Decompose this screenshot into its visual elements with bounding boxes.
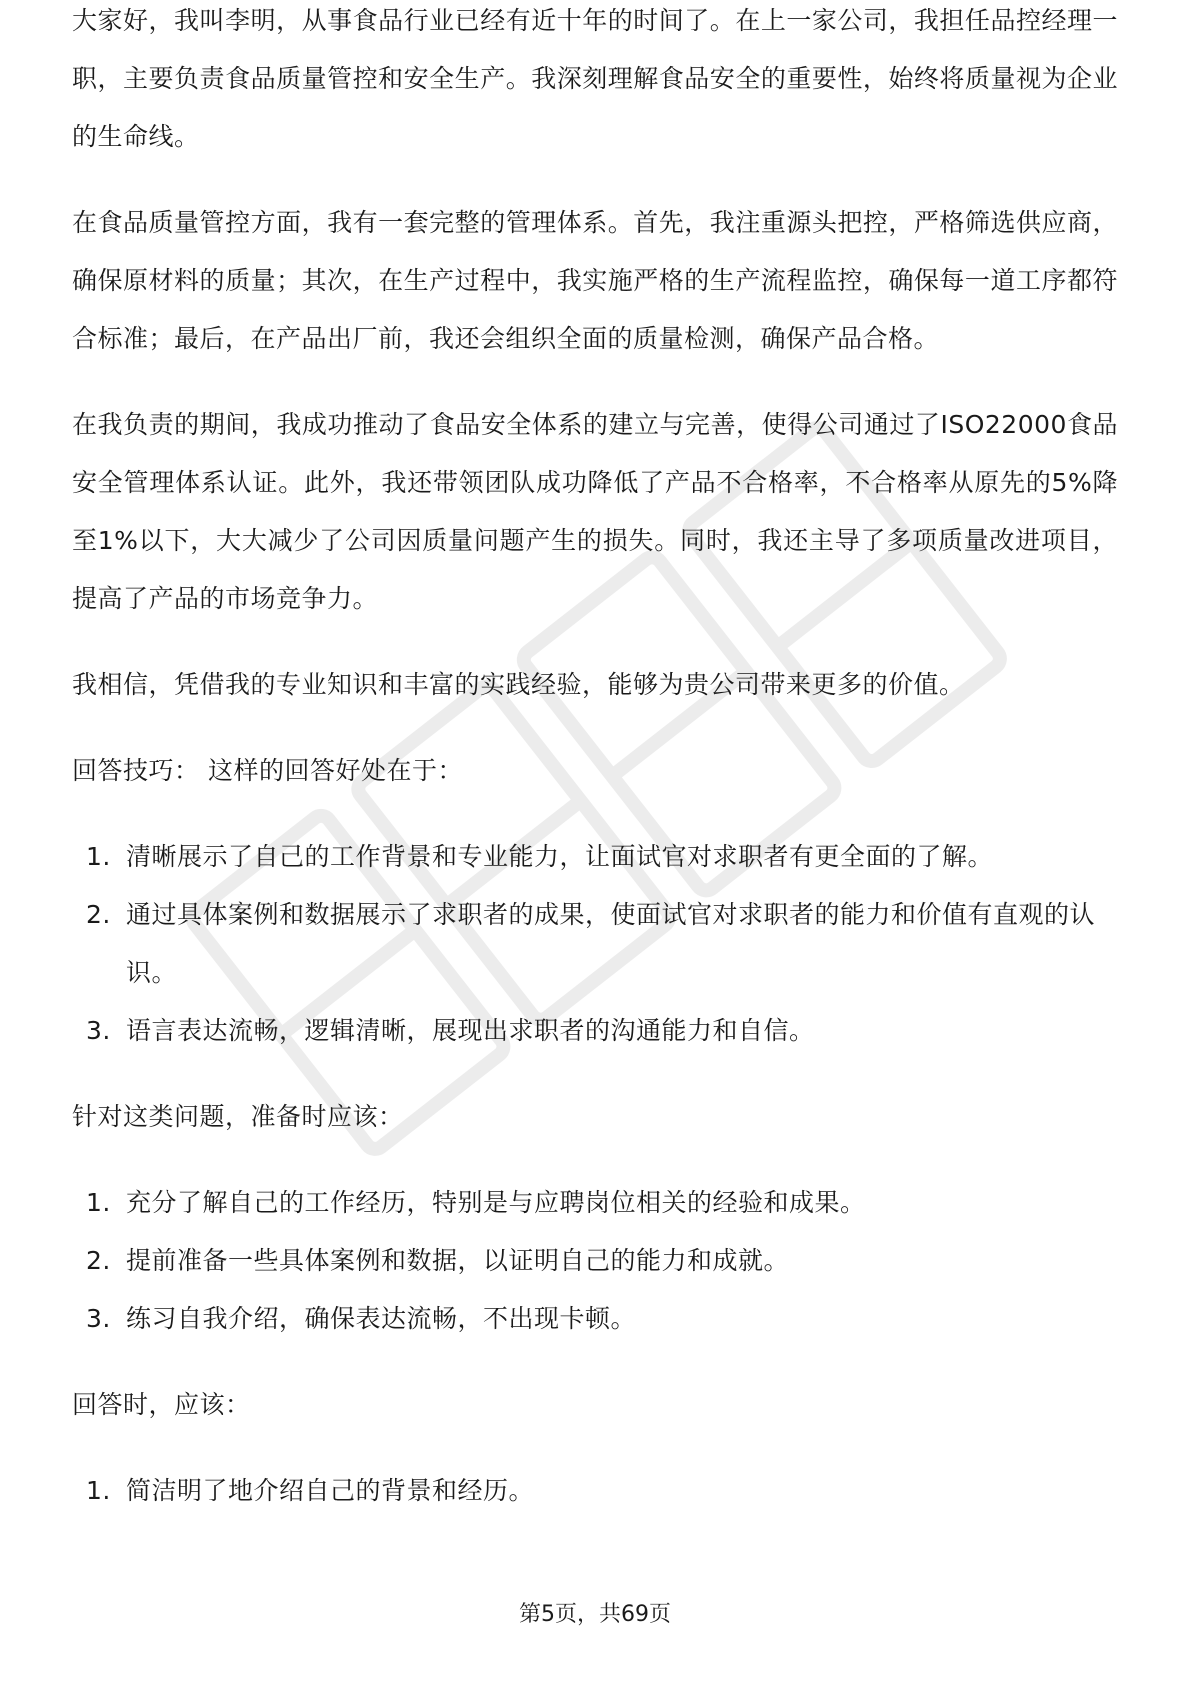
list-item (72, 1174, 1118, 1232)
list-text: 练习自我介绍，确保表达流畅，不出现卡顿。 (126, 1304, 637, 1333)
list-item (72, 886, 1118, 1002)
list-item (72, 828, 1118, 886)
list-number: 3. (86, 1304, 111, 1333)
list-text: 通过具体案例和数据展示了求职者的成果，使面试官对求职者的能力和价值有直观的认识。 (126, 900, 1096, 987)
list-text: 充分了解自己的工作经历，特别是与应聘岗位相关的经验和成果。 (126, 1188, 866, 1217)
list-number: 2. (86, 1246, 111, 1275)
main-content (72, 6, 1118, 1548)
list-number: 1. (86, 1188, 111, 1217)
page-footer: 第5页，共69页 (519, 1602, 671, 1627)
list-text: 简洁明了地介绍自己的背景和经历。 (126, 1476, 535, 1505)
list-item (72, 1462, 1118, 1520)
list-number: 1. (86, 1476, 111, 1505)
list-number: 2. (86, 900, 111, 929)
list-text: 语言表达流畅，逻辑清晰，展现出求职者的沟通能力和自信。 (126, 1016, 815, 1045)
list-item (72, 1290, 1118, 1348)
paragraph-intro: 大家好，我叫李明，从事食品行业已经有近十年的时间了。在上一家公司，我担任品控经理一职，主要负责食品质量管控和安全生产。我深刻理解食品安全的重要性，始终将质量视为企业的生命线。 (72, 6, 1118, 151)
prepare-heading: 针对这类问题，准备时应该： (72, 1102, 404, 1131)
tips-heading: 回答技巧： 这样的回答好处在于： (72, 756, 463, 785)
list-item (72, 1232, 1118, 1290)
paragraph-closing: 我相信，凭借我的专业知识和丰富的实践经验，能够为贵公司带来更多的价值。 (72, 670, 965, 699)
paragraph-quality-system: 在食品质量管控方面，我有一套完整的管理体系。首先，我注重源头把控，严格筛选供应商，确保原材料的质量；其次，在生产过程中，我实施严格的生产流程监控，确保每一道工序都符合标准；最后，在产品出厂前，我还会组织全面的质量检测，确保产品合格。 (72, 208, 1118, 353)
list-number: 3. (86, 1016, 111, 1045)
list-number: 1. (86, 842, 111, 871)
prepare-list (72, 1174, 1118, 1348)
tips-list (72, 828, 1118, 1060)
list-item (72, 1002, 1118, 1060)
list-text: 提前准备一些具体案例和数据，以证明自己的能力和成就。 (126, 1246, 790, 1275)
answer-list (72, 1462, 1118, 1520)
list-text: 清晰展示了自己的工作背景和专业能力，让面试官对求职者有更全面的了解。 (126, 842, 994, 871)
paragraph-achievements: 在我负责的期间，我成功推动了食品安全体系的建立与完善，使得公司通过了ISO22000食品安全管理体系认证。此外，我还带领团队成功降低了产品不合格率，不合格率从原先的5%降至1%以下，大大减少了公司因质量问题产生的损失。同时，我还主导了多项质量改进项目，提高了产品的市场竞争力。 (72, 410, 1118, 613)
answer-heading: 回答时，应该： (72, 1390, 251, 1419)
